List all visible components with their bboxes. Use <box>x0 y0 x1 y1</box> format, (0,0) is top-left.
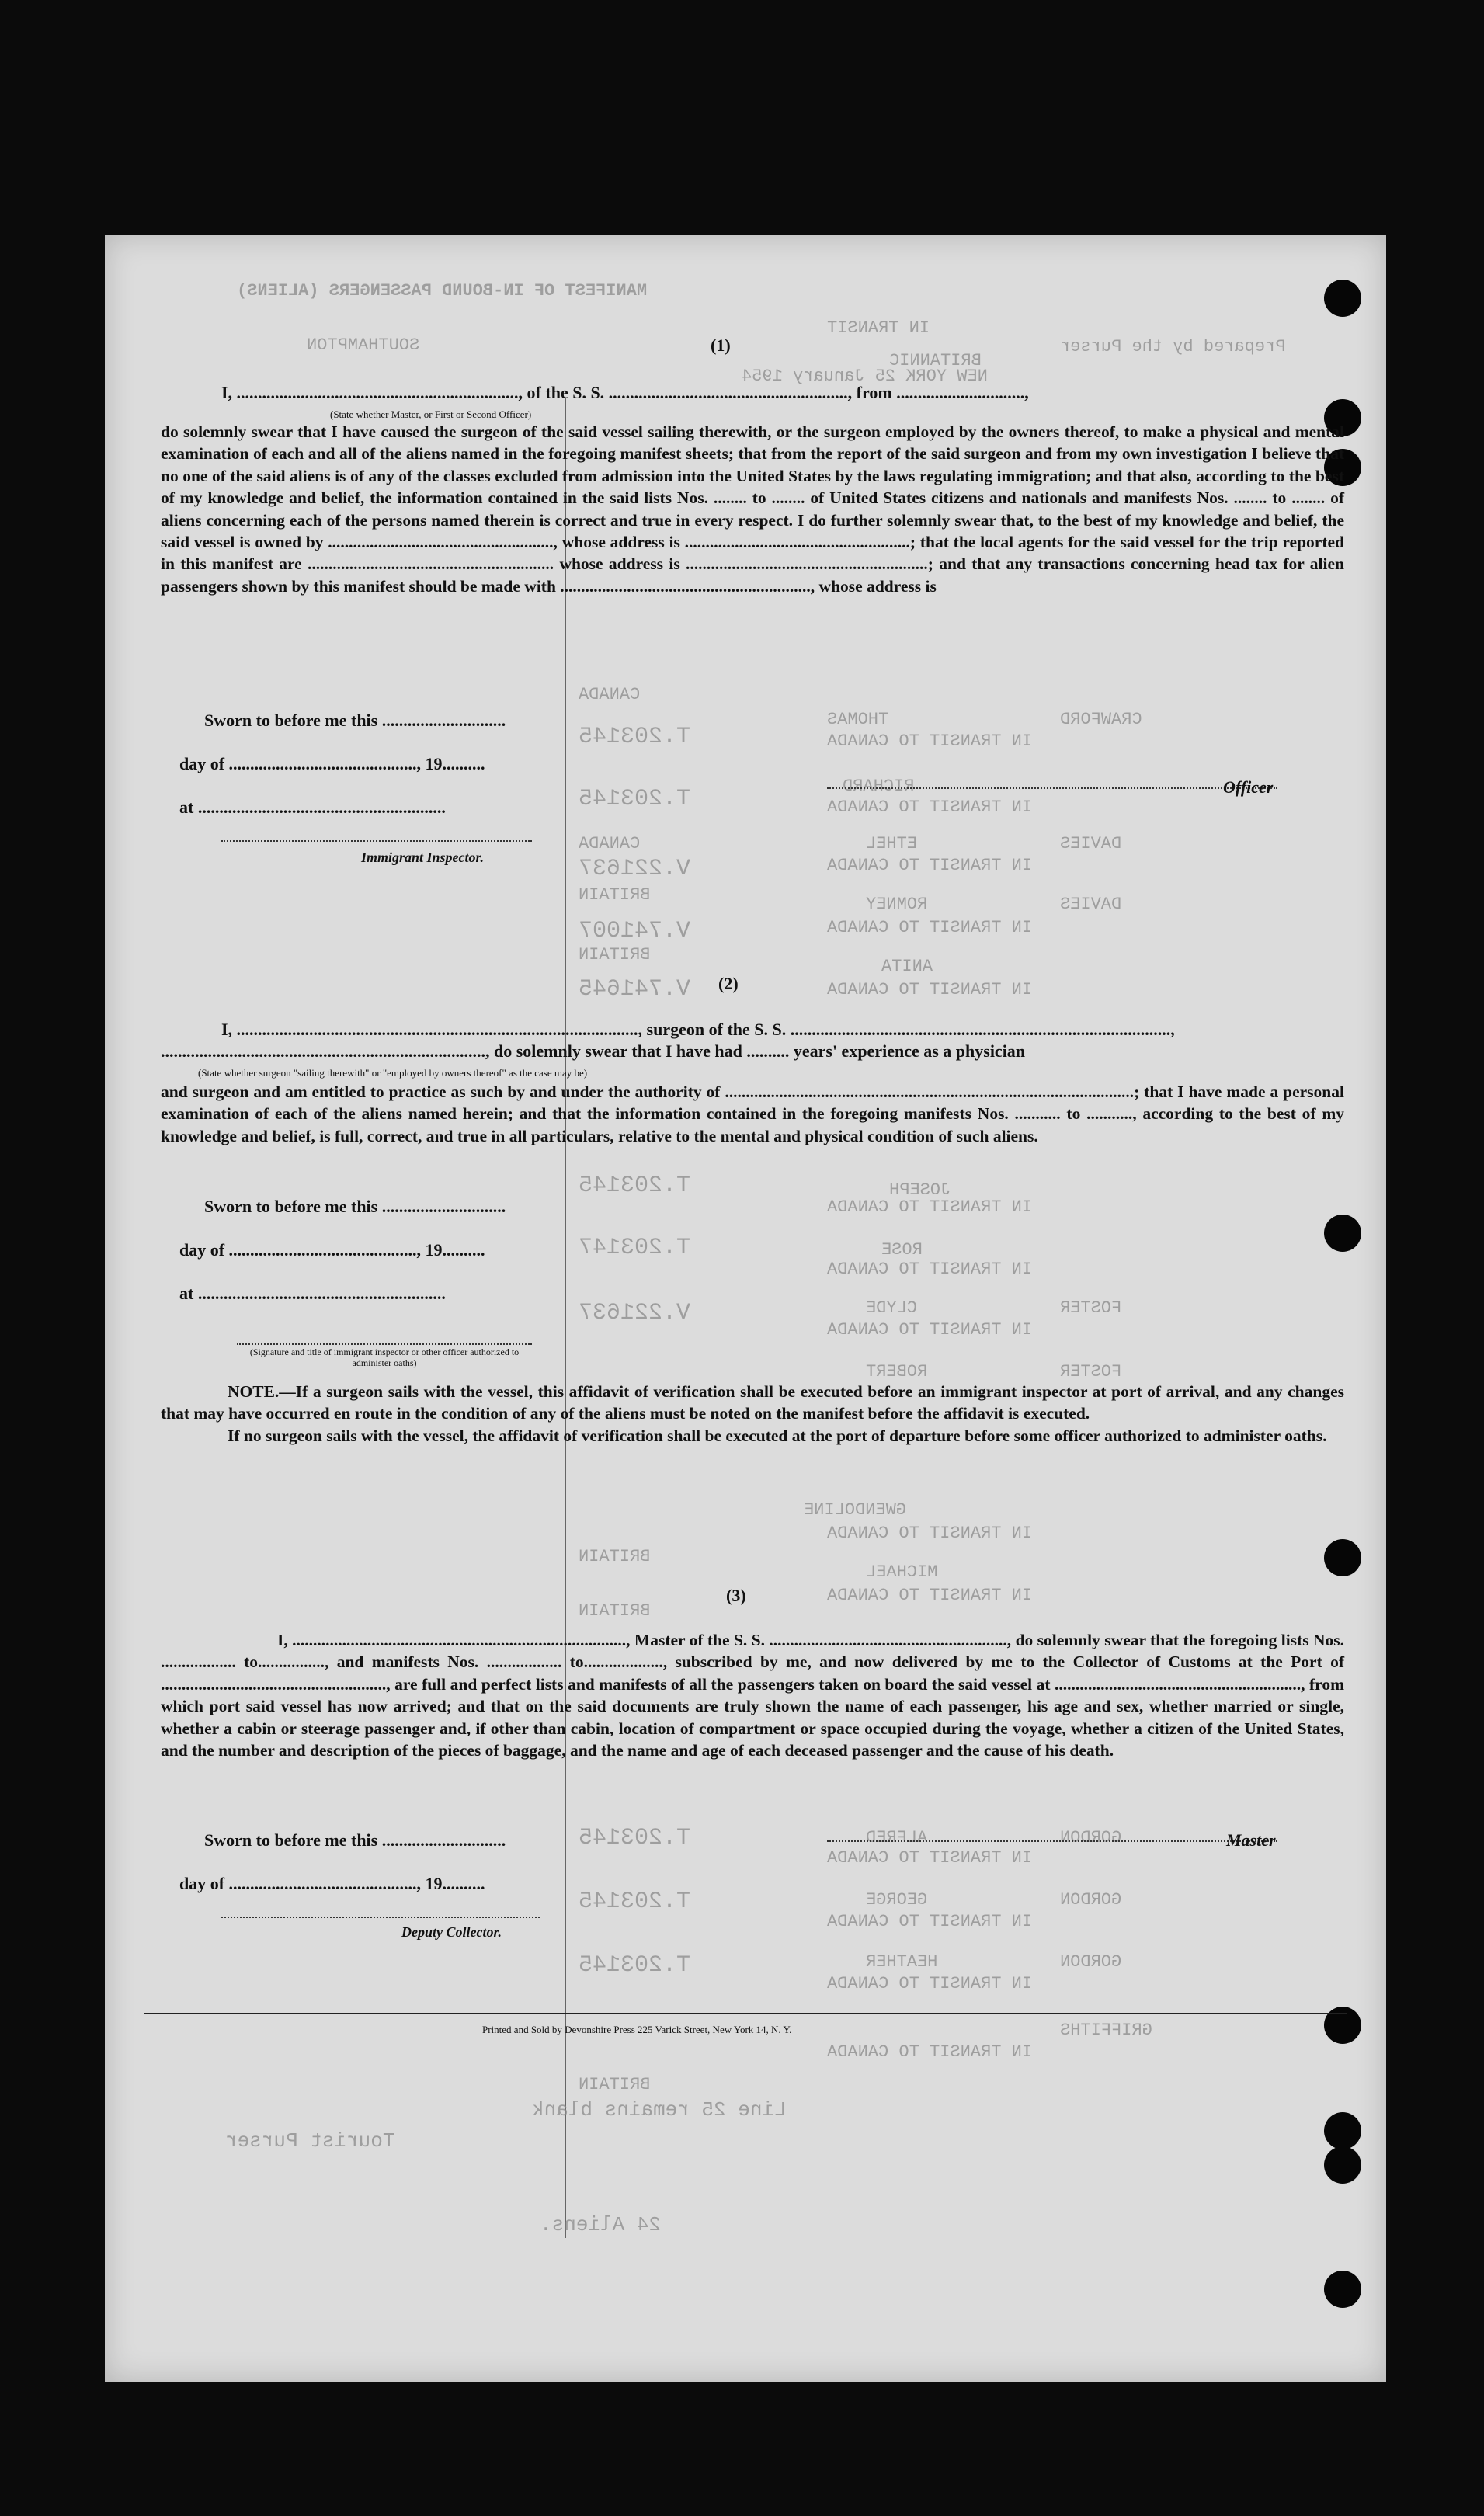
manifest-page <box>105 235 1386 2382</box>
collector-signature-line <box>221 1917 540 1918</box>
bleed-transit: IN TRANSIT TO CANADA <box>827 1912 1033 1931</box>
collector-affidavit-paragraph <box>161 1629 1344 1761</box>
bleed-ship: BRITANNIC <box>889 351 982 370</box>
bleed-transit: IN TRANSIT <box>827 318 930 338</box>
bleed-number: V.741645 <box>579 976 691 1003</box>
bleed-number: T.203147 <box>579 1235 691 1261</box>
bleed-name: GWENDOLINE <box>804 1500 907 1520</box>
surgeon-oath-line-2: ............................................................................, do solemnly swear that I have had .......... years' experience as a physician <box>161 1041 1026 1061</box>
sworn-line: Sworn to before me this ............................. <box>204 711 506 730</box>
bleed-number: T.203145 <box>579 724 691 750</box>
bleed-port: SOUTHAMPTON <box>307 335 420 355</box>
section-number: (1) <box>711 335 731 355</box>
bleed-name: DAVIES <box>1060 834 1122 853</box>
bleed-count: 24 Aliens. <box>540 2213 662 2236</box>
bleed-transit: IN TRANSIT TO CANADA <box>827 918 1033 937</box>
bleed-transit: IN TRANSIT TO CANADA <box>827 1197 1033 1217</box>
bleed-transit: IN TRANSIT TO CANADA <box>827 856 1033 875</box>
bleed-transit: IN TRANSIT TO CANADA <box>827 1848 1033 1868</box>
punch-hole <box>1324 2146 1361 2184</box>
surgeon-affidavit-text: and surgeon and am entitled to practice as such by and under the authority of ..................................................................................................; that I have made a personal examination of each of the aliens named herein; and that the information contained in the foregoing manifests Nos. ........... to ..........., according to the best of my knowledge and belief, is full, correct, and true in all particulars, relative to the mental and physical condition of such aliens. <box>161 1083 1344 1145</box>
inspector-signature-line <box>237 1343 532 1345</box>
bleed-country: BRITAIN <box>579 2075 651 2094</box>
master-oath-note: (State whether Master, or First or Second Officer) <box>330 408 532 420</box>
surgeon-affidavit-paragraph <box>161 1081 1344 1147</box>
bleed-name: GEORGE <box>866 1890 928 1910</box>
at-line: at .......................................................... <box>179 1284 446 1303</box>
bleed-transit: IN TRANSIT TO CANADA <box>827 1974 1033 1993</box>
master-oath-line: I, .................................................................., of the S. S. ........................................................, from .............................., <box>221 383 1029 402</box>
master-label: Master <box>1226 1830 1276 1850</box>
printer-imprint: Printed and Sold by Devonshire Press 225 Varick Street, New York 14, N. Y. <box>482 2024 792 2035</box>
note-text-2: If no surgeon sails with the vessel, the affidavit of verification shall be executed at the port of departure before some officer authorized to administer oaths. <box>228 1426 1327 1445</box>
bleed-name: GORDON <box>1060 1952 1122 1972</box>
bleed-name: GORDON <box>1060 1828 1122 1847</box>
bleed-date: NEW YORK 25 January 1954 <box>742 367 988 386</box>
master-affidavit-paragraph <box>161 421 1344 597</box>
bleed-transit: IN TRANSIT TO CANADA <box>827 1524 1033 1543</box>
bleed-name: FOSTER <box>1060 1362 1122 1381</box>
bleed-transit: IN TRANSIT TO CANADA <box>827 798 1033 817</box>
bleed-name: MICHAEL <box>866 1562 938 1582</box>
bleed-country: BRITAIN <box>579 1547 651 1566</box>
day-line: day of ............................................, 19.......... <box>179 1874 485 1893</box>
bleed-name: ROMNEY <box>866 895 928 914</box>
bleed-number: T.203145 <box>579 786 691 812</box>
inspector-signature-line <box>221 840 532 842</box>
bleed-name: GORDON <box>1060 1890 1122 1910</box>
bleed-number: V.221637 <box>579 1300 691 1326</box>
bleed-name: FOSTER <box>1060 1298 1122 1318</box>
deputy-collector-label: Deputy Collector. <box>401 1924 502 1940</box>
bleed-title: MANIFEST OF IN-BOUND PASSENGERS (ALIENS) <box>237 281 648 301</box>
collector-affidavit-text: I, ................................................................................, Master of the S. S. ........................................................., do solemnly swear that the foregoing lists Nos. .................. to................, and manifests Nos. .................. to..................., subscribed by me, and now delivered by me to the Collector of Customs at the Port of ......................................................, are full and perfect lists and manifests of all the passengers taken on board the said vessel at ..........................................................., from which port said vessel has now arrived; and that on the said documents are truly shown the name of each passenger, his age and sex, whether married or single, whether a cabin or steerage passenger and, if other than cabin, location of compartment or space occupied during the voyage, whether a citizen of the United States, and the number and description of the pieces of baggage, and the name and age of each deceased passenger and the cause of his death. <box>161 1631 1344 1760</box>
bleed-name: RICHARD <box>843 777 915 796</box>
surgeon-oath-note: (State whether surgeon "sailing therewith" or "employed by owners thereof" as the case may be) <box>198 1067 588 1079</box>
bleed-number: V.741007 <box>579 918 691 944</box>
bleed-name: ANITA <box>881 957 933 976</box>
bleed-name: DAVIES <box>1060 895 1122 914</box>
bleed-country: CANADA <box>579 685 641 704</box>
bleed-number: T.203145 <box>579 1173 691 1199</box>
bleed-transit: IN TRANSIT TO CANADA <box>827 980 1033 999</box>
note-text: NOTE.—If a surgeon sails with the vessel, this affidavit of verification shall be executed before an immigrant inspector at port of arrival, and any changes that may have occurred en route in the condition of any of the aliens must be noted on the manifest before the affidavit is executed. <box>161 1382 1344 1423</box>
bleed-transit: IN TRANSIT TO CANADA <box>827 1320 1033 1340</box>
bleed-name: JOSEPH <box>889 1180 951 1200</box>
bleed-number: V.221637 <box>579 856 691 882</box>
bleed-name: THOMAS <box>827 710 889 729</box>
officer-label: Officer <box>1223 777 1274 797</box>
bleed-name: HEATHER <box>866 1952 938 1972</box>
bleed-name: ROBERT <box>866 1362 928 1381</box>
sworn-line: Sworn to before me this ............................. <box>204 1830 506 1850</box>
immigrant-inspector-label: Immigrant Inspector. <box>361 850 485 865</box>
bleed-purser-sign: Tourist Purser <box>225 2129 395 2153</box>
section-number: (3) <box>726 1586 746 1605</box>
bleed-column-line <box>565 398 566 2238</box>
officer-signature-line <box>827 787 1277 789</box>
punch-hole <box>1324 1539 1361 1576</box>
bleed-number: T.203145 <box>579 1889 691 1915</box>
punch-hole <box>1324 2271 1361 2308</box>
bleed-remark: Line 25 remains blank <box>532 2098 787 2122</box>
bleed-name: CRAWFORD <box>1060 710 1142 729</box>
punch-hole <box>1324 1215 1361 1252</box>
punch-hole <box>1324 2112 1361 2149</box>
bleed-number: T.203145 <box>579 1825 691 1851</box>
day-line: day of ............................................, 19.......... <box>179 754 485 773</box>
bleed-country: BRITAIN <box>579 945 651 964</box>
bleed-country: BRITAIN <box>579 1601 651 1621</box>
at-line: at .......................................................... <box>179 798 446 817</box>
punch-hole <box>1324 280 1361 317</box>
surgeon-oath-line: I, .............................................................................................., surgeon of the S. S. ........................................................................................., <box>221 1020 1175 1039</box>
bleed-transit: IN TRANSIT TO CANADA <box>827 2042 1033 2062</box>
footer-rule <box>144 2013 1347 2014</box>
bleed-transit: IN TRANSIT TO CANADA <box>827 1260 1033 1279</box>
bleed-number: T.203145 <box>579 1952 691 1979</box>
note-paragraph <box>161 1381 1344 1447</box>
bleed-name: ROSE <box>881 1240 923 1260</box>
bleed-name: ETHEL <box>866 834 918 853</box>
section-number: (2) <box>718 974 739 993</box>
bleed-country: CANADA <box>579 834 641 853</box>
bleed-name: ALFRED <box>866 1828 928 1847</box>
day-line: day of ............................................, 19.......... <box>179 1240 485 1260</box>
sworn-line: Sworn to before me this ............................. <box>204 1197 506 1216</box>
bleed-transit: IN TRANSIT TO CANADA <box>827 1586 1033 1605</box>
bleed-transit: IN TRANSIT TO CANADA <box>827 732 1033 751</box>
bleed-name: GRIFFITHS <box>1060 2021 1152 2040</box>
bleed-country: BRITAIN <box>579 885 651 905</box>
master-affidavit-text: do solemnly swear that I have caused the surgeon of the said vessel sailing therewith, or the surgeon employed by the owners thereof, to make a physical and mental examination of each and all of the aliens named in the foregoing manifest sheets; that from the report of the said surgeon and from my own investigation I believe that no one of the said aliens is of any of the classes excluded from admission into the United States by the laws regulating immigration; and that also, according to the best of my knowledge and belief, the information contained in the said lists Nos. ........ to ........ of United States citizens and nationals and manifests Nos. ........ to ........ of aliens concerning each of the persons named therein is correct and true in every respect. I do further solemnly swear that, to the best of my knowledge and belief, the said vessel is owned by ......................................................, whose address is ......................................................; that the local agents for the said vessel for the trip reported in this manifest are ........................................................... whose address is ..........................................................; and that any transactions concerning head tax for alien passengers shown by this manifest should be made with ............................................................, whose address is <box>161 422 1344 596</box>
bleed-name: CLYDE <box>866 1298 918 1318</box>
bleed-purser: Prepared by the Purser <box>1060 337 1286 356</box>
signature-title-label: (Signature and title of immigrant inspector or other officer authorized to administer oaths) <box>249 1347 520 1368</box>
master-signature-line <box>827 1840 1277 1842</box>
